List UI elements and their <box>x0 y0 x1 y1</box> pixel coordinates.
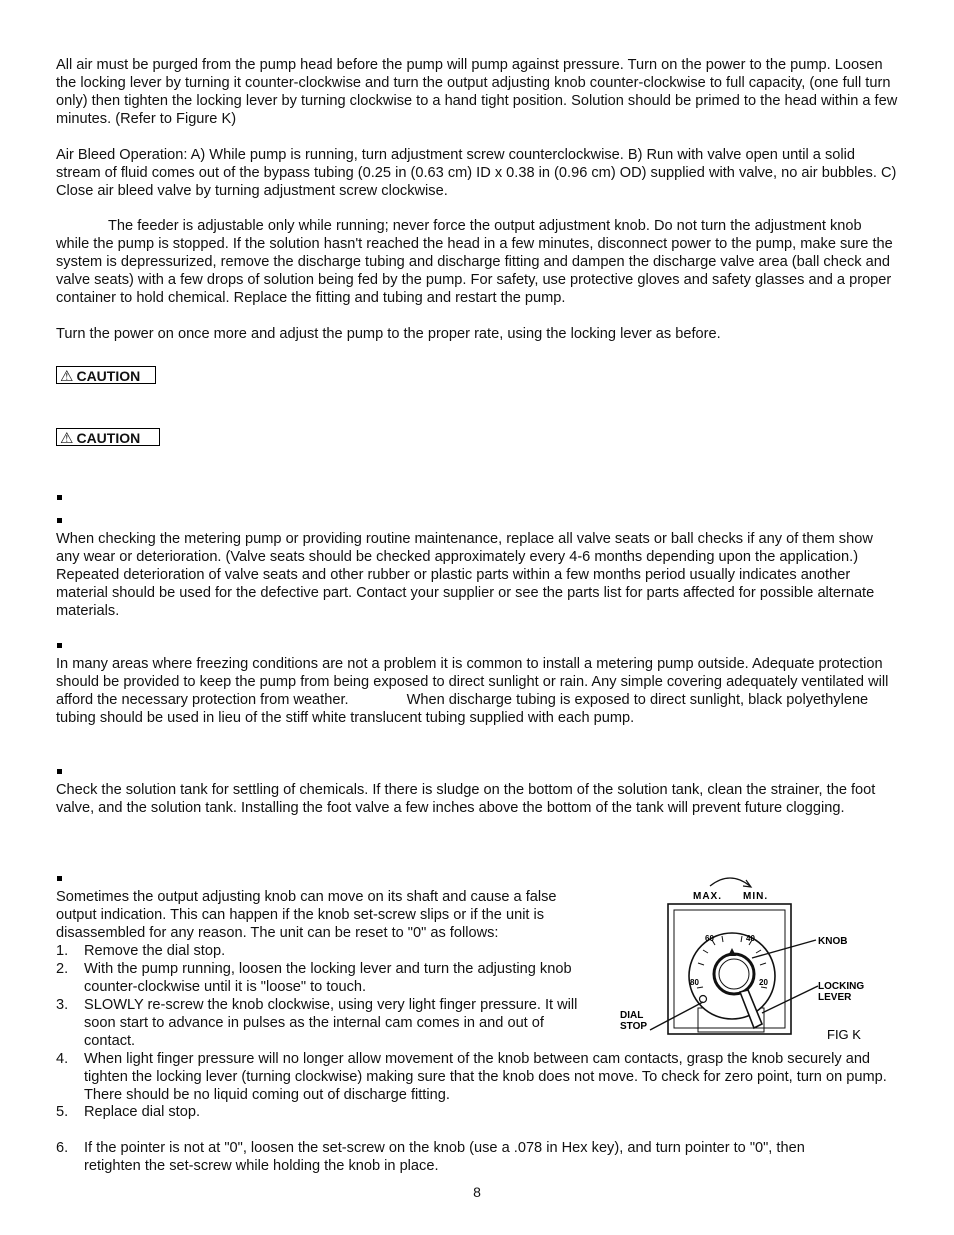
min-label: MIN. <box>743 891 769 902</box>
max-label: MAX. <box>693 891 722 902</box>
outdoor-install-paragraph: In many areas where freezing conditions are not a problem it is common to install a metering pump outside. Adequate protection should be provided to keep the pump from being exposed to direct sunlight or rain. Any simple covering adequately ventilated will afford the necessary protection from weather. When discharge tubing is exposed to direct sunlight, black polyethylene tubing should be used in lieu of the stiff white translucent tubing supplied with each pump. <box>56 656 889 726</box>
bullet-icon <box>57 518 62 523</box>
tick-label-60: 60 <box>705 934 714 943</box>
power-on-paragraph: Turn the power on once more and adjust the pump to the proper rate, using the locking lever as before. <box>56 326 721 342</box>
locking-label-line2: LEVER <box>818 992 852 1003</box>
page-number: 8 <box>473 1184 481 1200</box>
priming-paragraph: All air must be purged from the pump head before the pump will pump against pressure. Turn on the power to the pump. Loosen the locking lever by turning it counter-clockwise and turn the output adjusting knob counter-clockwise to full capacity, (one full turn only) then tighten the locking lever by turning clockwise to a hand tight position. Solution should be primed to the head within a few minutes. (Refer to Figure K) <box>56 57 898 127</box>
locking-label-line1: LOCKING <box>818 981 865 992</box>
bullet-icon <box>57 769 62 774</box>
knob-label: KNOB <box>818 936 848 947</box>
warning-icon: ⚠ <box>60 430 74 447</box>
direction-arrow <box>710 878 750 886</box>
caution-label-2: ⚠ CAUTION <box>56 428 160 446</box>
bullet-icon <box>57 643 62 648</box>
feeder-adjust-paragraph: The feeder is adjustable only while running; never force the output adjustment knob. Do not turn the adjustment knob while the pump is stopped. If the solution hasn't reached the head in a few minutes, disconnect power to the pump, make sure the system is depressurized, remove the discharge tubing and discharge fitting and dampen the discharge valve area (ball check and valve seats) with a few drops of solution being fed by the pump. For safety, use protective gloves and safety glasses and a proper container to hold chemical. Replace the fitting and tubing and restart the pump. <box>56 218 893 306</box>
bullet-icon <box>57 876 62 881</box>
solution-tank-paragraph: Check the solution tank for settling of chemicals. If there is sludge on the bottom of the solution tank, clean the strainer, the foot valve, and the solution tank. Installing the foot valve a few inches above the bottom of the tank will prevent future clogging. <box>56 782 876 816</box>
tick-label-40: 40 <box>746 934 755 943</box>
figure-k-dial-diagram <box>612 868 882 1050</box>
dial-stop-label-line2: STOP <box>620 1021 648 1032</box>
warning-icon: ⚠ <box>60 368 74 385</box>
figure-caption: FIG K <box>827 1027 861 1042</box>
valve-maintenance-paragraph: When checking the metering pump or providing routine maintenance, replace all valve seats or ball checks if any of them show any wear or deterioration. (Valve seats should be checked approximately every 4-6 months depending upon the application.) Repeated deterioration of valve seats and other rubber or plastic parts within a few months period usually indicates another material should be used for the defective part. Contact your supplier or see the parts list for parts affected for possible alternate materials. <box>56 531 875 619</box>
tick-label-80: 80 <box>690 978 699 987</box>
dial-stop-label-line1: DIAL <box>620 1010 644 1021</box>
bullet-icon <box>57 495 62 500</box>
tick-label-20: 20 <box>759 978 768 987</box>
air-bleed-paragraph: Air Bleed Operation: A) While pump is running, turn adjustment screw counterclockwise. B) Run with valve open until a solid stream of fluid comes out of the bypass tubing (0.25 in (0.63 cm) ID x 0.38 in (0.96 cm) OD) supplied with valve, no air bubbles. C) Close air bleed valve by turning adjustment screw clockwise. <box>56 147 897 199</box>
adjusting-knob <box>714 954 754 994</box>
caution-label-1: ⚠ CAUTION <box>56 366 156 384</box>
knob-reset-intro: Sometimes the output adjusting knob can move on its shaft and cause a false output indication. This can happen if the knob set-screw slips or if the unit is disassembled for any reason. The unit can be reset to "0" as follows: <box>56 889 557 941</box>
